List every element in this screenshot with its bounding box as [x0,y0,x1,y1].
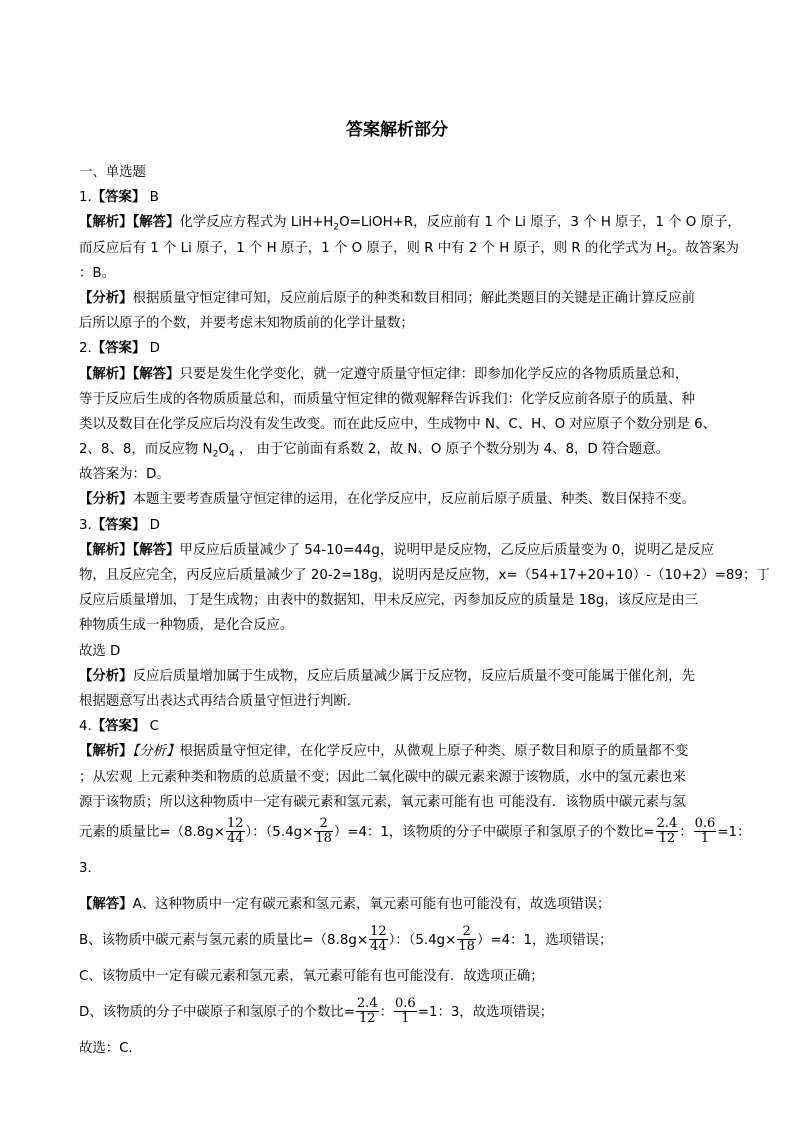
q2-jiexi-line-1 [79,362,719,387]
fenxi-tag: 【分析】 [79,290,133,306]
q2-jx-text: 只要是发生化学变化，就一定遵守质量守恒定律：即参加化学反应的各物质质量总和， [179,366,689,382]
q2-answer: D [145,341,160,357]
denominator: 44 [226,831,244,847]
q1-fenxi-line-1 [79,286,719,311]
q1-jx-text: O=LiOH+R，反应前有 1 个 Li 原子，3 个 H 原子，1 个 O 原子， [339,215,741,231]
q2-number: 2. [79,341,92,357]
q2-fx-text: 本题主要考查质量守恒定律的运用，在化学反应中，反应前后原子质量、种类、数目保持不变。 [132,492,695,508]
fraction-0.6-1 [694,817,717,846]
numerator: 0.6 [694,816,716,832]
q4-jd-text: ： [379,1004,394,1020]
q1-fx-text: 根据质量守恒定律可知，反应前后原子的种类和数目相同；解此类题目的关键是正确计算反应前 [132,290,695,306]
q1-number: 1. [79,190,92,206]
q1-answer: B [145,190,159,206]
q3-jiexi-line-3: 反应后质量增加，丁是生成物；由表中的数据知，甲未反应完，丙参加反应的质量是 18g，该反应是由三 [79,593,698,609]
denominator: 18 [315,831,332,847]
q2-jx-text: ， 由于它前面有系数 2，故 N、O 原子个数分别为 4、8，D 符合题意。 [234,442,669,458]
fenxi-tag: 【分析】 [79,492,133,508]
q4-answer-line [79,714,719,739]
jieda-tag: 【解答】 [132,215,180,231]
fenxi-tag: 【分析】 [79,668,133,684]
numerator: 2 [457,925,476,940]
q4-jd-text: =1：3，故选项错误； [417,1004,554,1020]
q3-jiexi-line-4: 种物质生成一种物质，是化合反应。 [79,618,294,634]
q2-jx-text: O [218,442,229,458]
fenxi-italic-tag: 【分析】 [132,744,180,760]
numerator: 12 [226,816,244,832]
q4-fenxi-line-5: 3． [79,860,101,876]
jiexi-tag: 【解析】 [79,744,133,760]
answer-tag: 【答案】 [91,190,146,206]
jiexi-tag: 【解析】 [79,366,133,382]
q4-fenxi-line-4 [79,815,751,851]
q4-fenxi-line-2: ；从宏观 上元素种类和物质的总质量不变；因此二氧化碳中的碳元素来源于该物质，水中的氢元素也来 [79,769,686,785]
q1-jx-text: 。故答案为 [671,240,739,256]
numerator: 12 [370,924,387,940]
jieda-tag: 【解答】 [132,366,180,382]
q4-jieda-d [79,995,719,1031]
numerator: 2 [314,817,333,832]
q3-answer-line [79,513,719,538]
jieda-tag: 【解答】 [79,896,133,912]
page-title: 答案解析部分 [346,120,448,140]
q4-jd-text: A、这种物质中一定有碳元素和氢元素，氧元素可能有也可能没有，故选项错误； [132,896,611,912]
q4-fx-text: ： [679,824,693,840]
q2-fenxi-line-1 [79,487,719,512]
q2-jiexi-line-3: 类以及数目在化学反应后均没有发生改变。而在此反应中，生成物中 N、C、H、O 对应原子个数分别是 6、 [79,416,717,432]
q4-jd-text: ）：（5.4g× [388,932,457,948]
numerator: 2.4 [656,816,678,832]
q4-fx-text: 元素的质量比=（8.8g× [79,824,225,840]
fraction-12-44 [369,925,388,954]
q4-jieda-b [79,923,719,959]
q3-jx-text: 甲反应后质量减少了 54-10=44g，说明甲是反应物，乙反应后质量变为 0，说明乙是反应 [179,542,715,558]
fraction-2.4-12 [356,997,379,1026]
jieda-tag: 【解答】 [132,542,180,558]
subscript: 2 [333,223,340,234]
fraction-12-44 [226,817,245,846]
denominator: 18 [458,939,475,955]
q1-jiexi-line-2 [79,236,739,261]
q4-answer: C [145,719,159,735]
denominator: 44 [370,939,387,955]
q1-fenxi-line-2: 后所以原子的个数，并要考虑未知物质前的化学计量数； [79,316,414,332]
q3-fenxi-line-2: 根据题意写出表达式再结合质量守恒进行判断． [79,693,361,709]
q2-answer-line [79,336,719,361]
q2-jiexi-line-4 [79,437,719,462]
q4-fx-text: 根据质量守恒定律，在化学反应中，从微观上原子种类、原子数目和原子的质量都不变 [179,744,689,760]
q1-jiexi-line-1 [79,210,741,235]
q3-jiexi-line-1 [79,538,719,563]
fraction-0.6-1 [394,997,417,1026]
subscript: 2 [212,449,219,460]
numerator: 2.4 [356,996,378,1012]
q3-jiexi-line-2: 物，且反应完全，丙反应后质量减少了 20-2=18g，说明丙是反应物，x=（54+17+20+10）-（10+2）=89；丁 [79,568,770,583]
denominator: 12 [359,1011,376,1027]
jiexi-tag: 【解析】 [79,215,133,231]
q4-fx-text: ）=4：1，该物质的分子中碳原子和氢原子的个数比= [333,824,655,840]
subscript: 4 [228,449,235,460]
q1-jiexi-line-3: ：B。 [79,265,115,281]
q3-fenxi-line-1 [79,664,719,689]
q4-fenxi-line-3: 源于该物质；所以这种物质中一定有碳元素和氢元素，氧元素可能有也 可能没有．该物质中碳元素与氢 [79,794,686,810]
q4-fx-text: ）：（5.4g× [245,824,314,840]
q2-jx-text: 2、8、8，而反应物 N [79,442,213,458]
q4-jieda-c: C、该物质中一定有碳元素和氢元素，氧元素可能有也可能没有．故选项正确； [79,968,544,984]
q3-number: 3. [79,517,92,533]
q3-answer: D [145,517,160,533]
q4-jd-text: B、该物质中碳元素与氢元素的质量比=（8.8g× [79,932,369,948]
q3-jiexi-line-5: 故选 D [79,643,121,659]
section-heading: 一、单选题 [79,165,146,180]
denominator: 1 [401,1011,410,1027]
q3-fx-text: 反应后质量增加属于生成物，反应后质量减少属于反应物，反应后质量不变可能属于催化剂，先 [132,668,695,684]
q1-jx-text: 而反应后有 1 个 Li 原子，1 个 H 原子，1 个 O 原子，则 R 中有 2 个 H 原子，则 R 的化学式为 H [79,240,667,256]
denominator: 1 [700,831,710,847]
jiexi-tag: 【解析】 [79,542,133,558]
q4-number: 4. [79,719,92,735]
q4-fx-text: =1： [717,824,751,840]
q4-end: 故选：C． [79,1040,142,1056]
q1-answer-line [79,185,719,210]
q4-jd-text: D、该物质的分子中碳原子和氢原子的个数比= [79,1004,355,1020]
q4-fenxi-line-1 [79,739,719,764]
fraction-2.4-12 [656,817,679,846]
answer-tag: 【答案】 [91,341,146,357]
fraction-2-18 [314,817,333,846]
q4-jd-text: ）=4：1，选项错误； [476,932,613,948]
q4-jieda-a [79,887,719,923]
q2-jiexi-line-2: 等于反应后生成的各物质质量总和，而质量守恒定律的微观解释告诉我们：化学反应前各原子的质量、种 [79,391,695,407]
denominator: 12 [658,831,676,847]
content [79,160,770,1067]
q2-jiexi-line-5: 故答案为：D。 [79,467,170,483]
answer-tag: 【答案】 [91,719,146,735]
q1-jx-text: 化学反应方程式为 LiH+H [179,215,334,231]
numerator: 0.6 [395,996,416,1012]
answer-tag: 【答案】 [91,517,146,533]
subscript: 2 [666,248,672,259]
fraction-2-18 [457,925,476,954]
